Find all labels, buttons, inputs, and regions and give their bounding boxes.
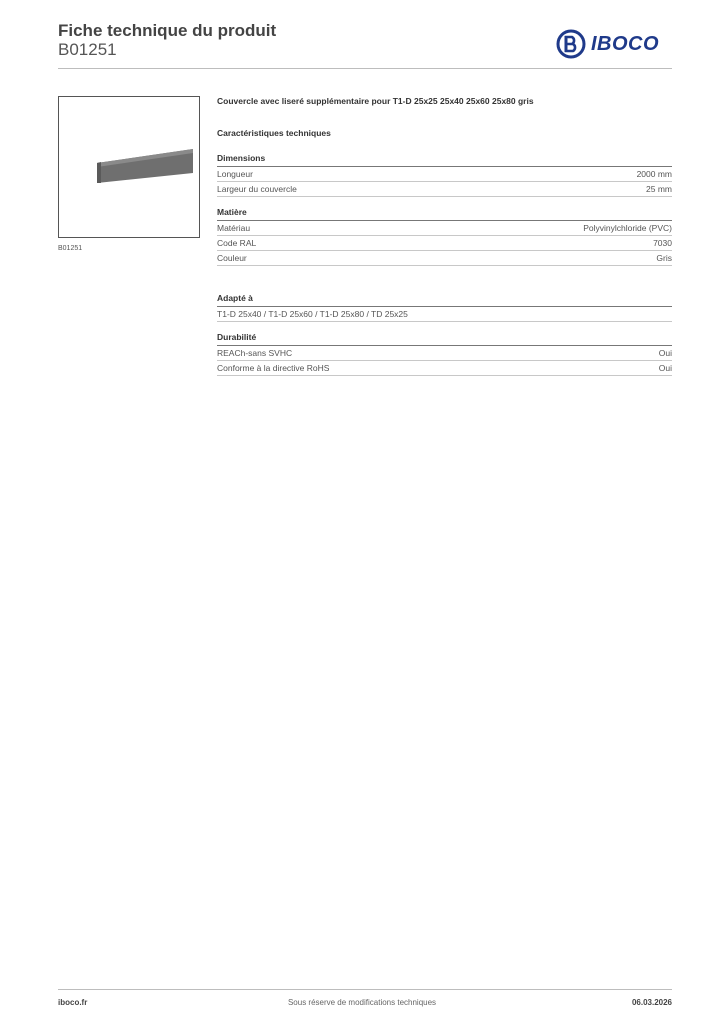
- spec-label: Longueur: [217, 169, 253, 179]
- spec-label: Matériau: [217, 223, 251, 233]
- spec-row: [217, 221, 672, 236]
- spec-value: Oui: [658, 348, 672, 358]
- group-adapte: [217, 293, 672, 322]
- spec-row: [217, 167, 672, 182]
- group-title: Dimensions: [217, 153, 672, 167]
- spec-value: Polyvinylchloride (PVC): [583, 223, 672, 233]
- header-divider: [58, 68, 672, 69]
- page-title: Fiche technique du produit: [58, 21, 277, 40]
- group-title: Durabilité: [217, 332, 672, 346]
- product-image-frame: [58, 96, 200, 238]
- spec-value: Gris: [656, 253, 672, 263]
- logo-text: IBOCO: [591, 32, 660, 55]
- product-code: B01251: [58, 40, 117, 59]
- group-dimensions: [217, 153, 672, 197]
- spec-value: 2000 mm: [636, 169, 672, 179]
- spec-value: 7030: [653, 238, 672, 248]
- spec-label: Conforme à la directive RoHS: [217, 363, 330, 373]
- spec-row: [217, 236, 672, 251]
- footer-date: 06.03.2026: [631, 998, 672, 1007]
- footer-notice: Sous réserve de modifications techniques: [287, 998, 437, 1007]
- spec-value: 25 mm: [646, 184, 672, 194]
- spec-label: REACh-sans SVHC: [217, 348, 293, 358]
- section-title: Caractéristiques techniques: [217, 128, 331, 138]
- spec-row: [217, 346, 672, 361]
- spec-label: Largeur du couvercle: [217, 184, 297, 194]
- brand-logo: [556, 28, 659, 60]
- spec-row: [217, 182, 672, 197]
- footer-website-link[interactable]: iboco.fr: [58, 998, 88, 1007]
- cable-duct-cover-image: [59, 97, 199, 237]
- spec-row: [217, 361, 672, 376]
- spec-row: [217, 307, 672, 322]
- group-title: Matière: [217, 207, 672, 221]
- compatible-products: T1-D 25x40 / T1-D 25x60 / T1-D 25x80 / TD 25x25: [217, 309, 408, 319]
- group-title: Adapté à: [217, 293, 672, 307]
- spec-row: [217, 251, 672, 266]
- product-title: Couvercle avec liseré supplémentaire pour T1-D 25x25 25x40 25x60 25x80 gris: [217, 96, 534, 106]
- spec-label: Couleur: [217, 253, 247, 263]
- spec-label: Code RAL: [217, 238, 257, 248]
- specifications: [217, 96, 672, 386]
- footer-divider: [58, 989, 672, 990]
- group-durabilite: [217, 332, 672, 376]
- spec-value: Oui: [658, 363, 672, 373]
- image-caption: B01251: [58, 245, 83, 252]
- group-matiere: [217, 207, 672, 266]
- iboco-logo-icon: [556, 29, 586, 59]
